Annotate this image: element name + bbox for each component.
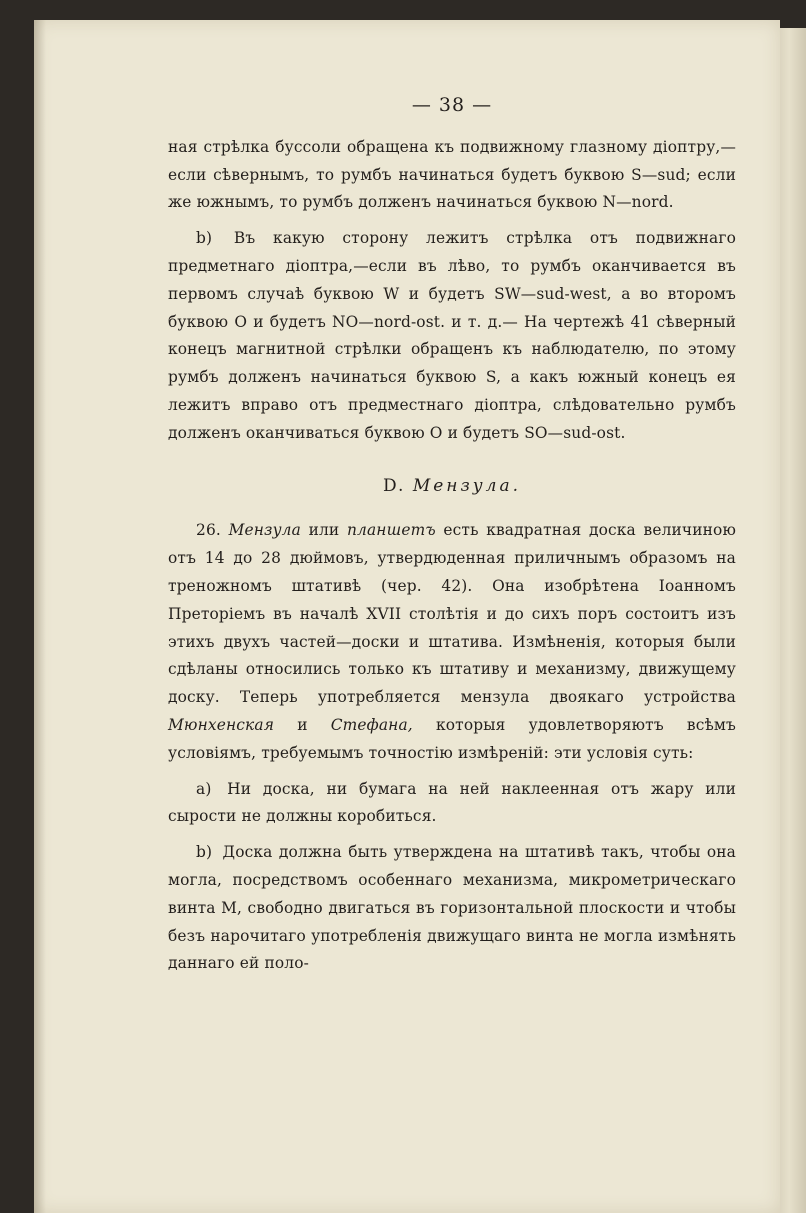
condition-a [168, 776, 736, 832]
term-munich: Мюнхенская [168, 715, 275, 734]
paragraph-body: которыя удовлетворяютъ всѣмъ условіямъ, требуемымъ точностію измѣреній: эти условія суть: [168, 715, 736, 762]
term-menzula: Мензула [228, 521, 301, 540]
paragraph-number: 26. [196, 521, 221, 540]
item-label: b) [196, 843, 213, 862]
condition-text: Ни доска, ни бумага на ней наклеенная отъ жару или сырости не должны коробиться. [168, 779, 737, 826]
paragraph-text: Въ какую сторону лежитъ стрѣлка отъ подвижнаго предметнаго діоптра,—если въ лѣво, то румбъ оканчивается въ первомъ случаѣ буквою W и будетъ SW—sud-west, а во второмъ буквою O и будетъ NO—nord-ost. и т. д.— На чертежѣ 41 сѣверный конецъ магнитной стрѣлки обращенъ къ наблюдателю, по этому румбъ долженъ начинаться буквою S, а какъ южный конецъ ея лежитъ вправо отъ предместнаго діоптра, слѣдовательно румбъ долженъ оканчиваться буквою O и будетъ SO—sud-ost. [168, 229, 737, 442]
next-page-edge [778, 28, 806, 1213]
paragraph-text: ная стрѣлка буссоли обращена къ подвижному глазному діоптру,—если сѣвернымъ, то румбъ начинаться будетъ буквою S—sud; если же южнымъ, то румбъ долженъ начинаться буквою N—nord. [168, 137, 736, 212]
item-label: a) [196, 779, 212, 798]
term-planshet: планшетъ [346, 521, 436, 540]
condition-b [168, 839, 736, 978]
paragraph-26 [168, 517, 736, 767]
paragraph-compass-continued [168, 134, 736, 217]
page-number: — 38 — [411, 94, 493, 116]
item-label: b) [196, 229, 213, 248]
section-title: Мензула. [412, 475, 521, 496]
section-heading [168, 473, 736, 501]
spine-shadow [34, 20, 46, 1213]
page-text [168, 92, 736, 978]
condition-text: Доска должна быть утверждена на штативѣ такъ, чтобы она могла, посредствомъ особеннаго механизма, микрометрическаго винта M, свободно двигаться въ горизонтальной плоскости и чтобы безъ нарочитаго употребленія движущаго винта не могла измѣнять даннаго ей поло- [168, 843, 736, 973]
term-stefan: Стефана, [330, 715, 413, 734]
paragraph-rule-b [168, 225, 736, 447]
section-letter: D. [382, 475, 406, 496]
connector-word: или [308, 521, 340, 540]
connector-word: и [297, 715, 308, 734]
paragraph-body: есть квадратная доска величиною отъ 14 до 28 дюймовъ, утвердюденная приличнымъ образомъ на треножномъ штативѣ (чер. 42). Она изобрѣтена Іоанномъ Преторіемъ въ началѣ XVII столѣтія и до сихъ поръ состоитъ изъ этихъ двухъ частей—доски и штатива. Измѣненія, которыя были сдѣланы относились только къ штативу и механизму, движущему доску. Теперь употребляется мензула двоякаго устройства [168, 521, 737, 707]
